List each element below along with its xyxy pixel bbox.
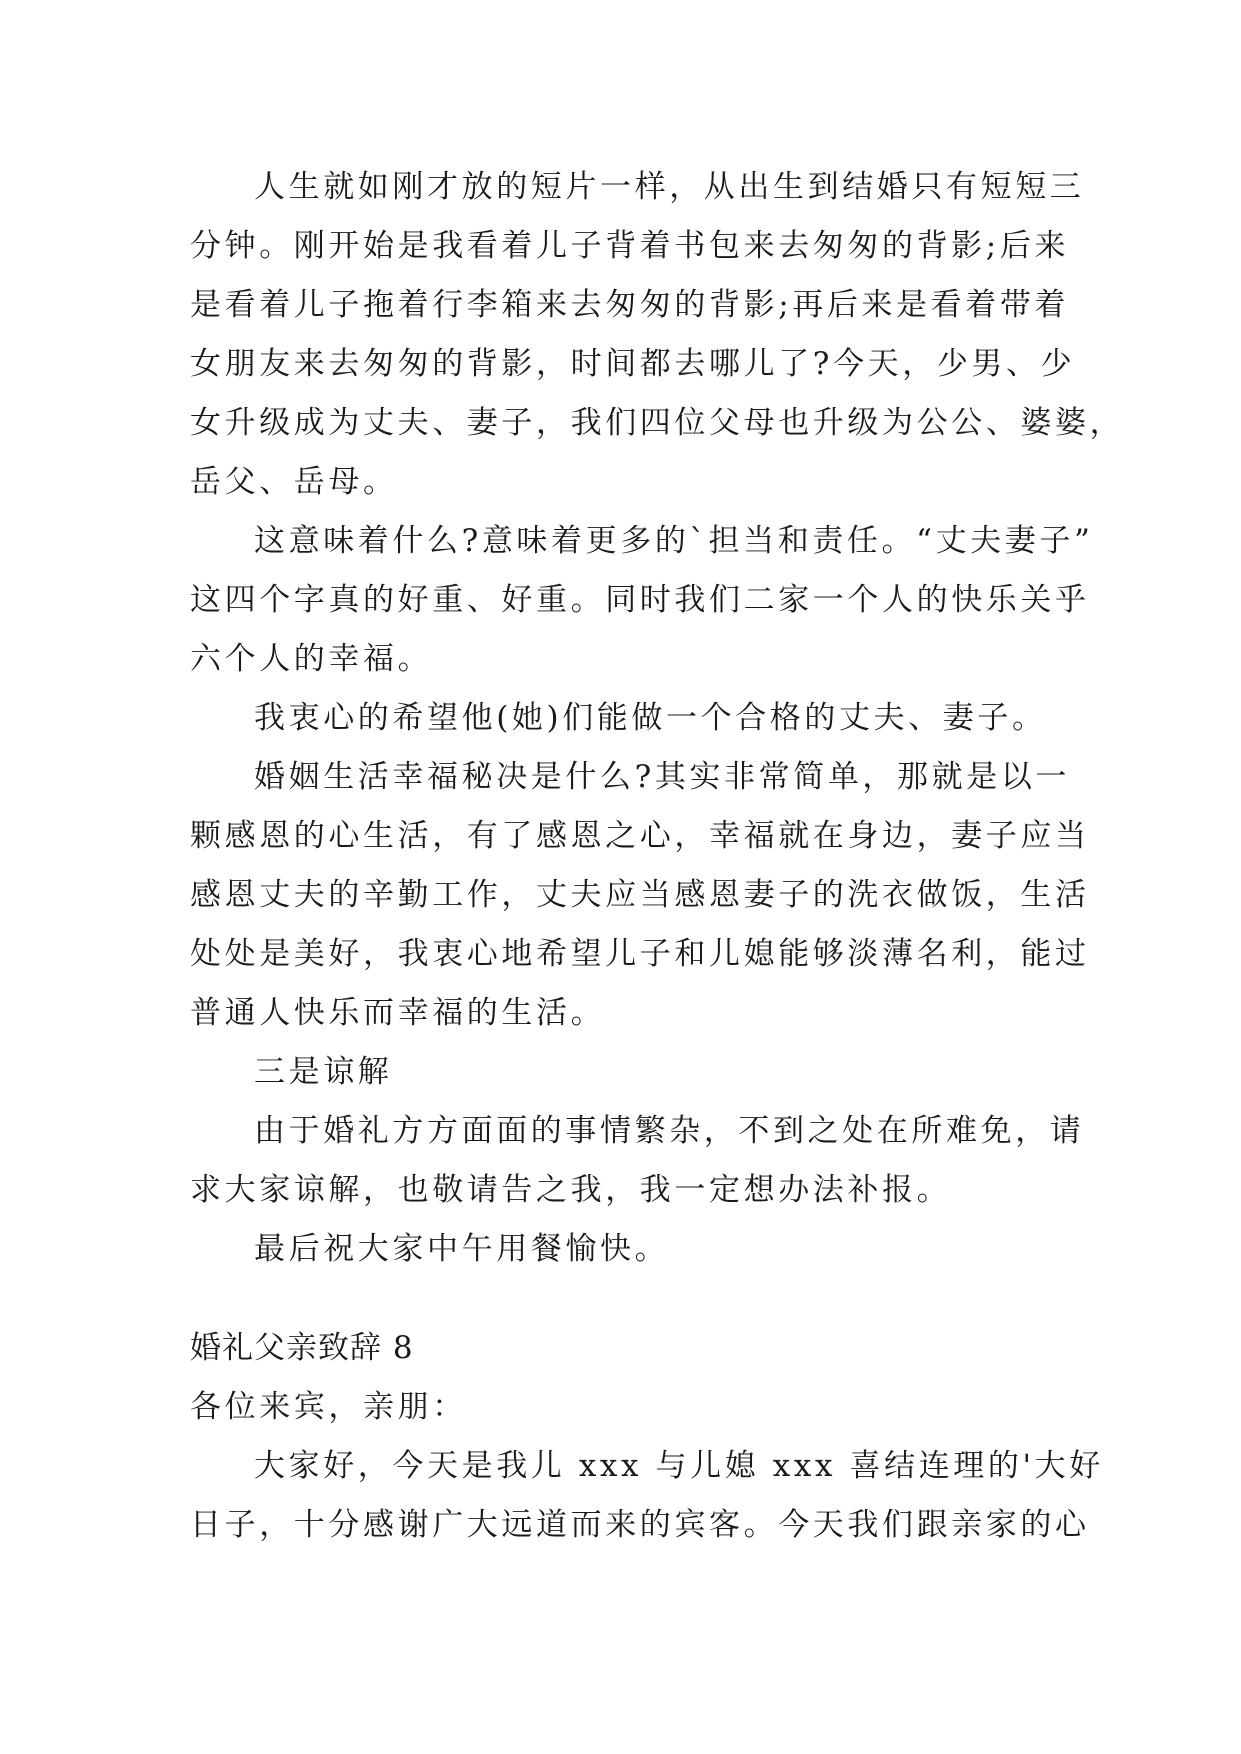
paragraph [190,158,1125,512]
text-line: 颗感恩的心生活，有了感恩之心，幸福就在身边，妻子应当 [190,818,1090,854]
text-line: 最后祝大家中午用餐愉快。 [254,1231,670,1267]
text-line: 分钟。刚开始是我看着儿子背着书包来去匆匆的背影;后来 [190,228,1070,264]
text-line: 日子，十分感谢广大远道而来的宾客。今天我们跟亲家的心 [190,1507,1090,1543]
text-line: 女朋友来去匆匆的背影，时间都去哪儿了?今天，少男、少 [190,346,1076,382]
section-spacer [190,1279,1060,1319]
text-line: 大家好，今天是我儿 xxx 与儿媳 xxx 喜结连理的'大好 [254,1448,1104,1484]
text-line: 是看着儿子拖着行李箱来去匆匆的背影;再后来是看着带着 [190,287,1070,323]
text-line: 婚姻生活幸福秘决是什么?其实非常简单，那就是以一 [254,759,1071,795]
text-line: 六个人的幸福。 [190,641,433,677]
section-title: 婚礼父亲致辞 8 [190,1330,414,1366]
text-line: 我衷心的希望他(她)们能做一个合格的丈夫、妻子。 [254,700,1047,736]
paragraph [190,689,1060,748]
paragraph [190,1043,1060,1102]
salutation: 各位来宾，亲朋： [190,1389,467,1425]
text-line: 求大家谅解，也敬请告之我，我一定想办法补报。 [190,1172,952,1208]
text-line: 由于婚礼方方面面的事情繁杂，不到之处在所难免，请 [254,1113,1085,1149]
text-line: 这四个字真的好重、好重。同时我们二家一个人的快乐关乎 [190,582,1090,618]
text-line: 这意味着什么?意味着更多的`担当和责任。“丈夫妻子” [254,523,1094,559]
paragraph [190,512,1094,689]
text-line: 岳父、岳母。 [190,464,398,500]
text-line: 感恩丈夫的辛勤工作，丈夫应当感恩妻子的洗衣做饭，生活 [190,877,1090,913]
speech-section [190,1319,1104,1555]
text-line: 处处是美好，我衷心地希望儿子和儿媳能够淡薄名利，能过 [190,936,1090,972]
paragraph [190,748,1090,1043]
paragraph [190,1102,1085,1220]
text-line: 三是谅解 [254,1054,393,1090]
text-line: 人生就如刚才放的短片一样，从出生到结婚只有短短三 [254,169,1085,205]
text-line: 女升级成为丈夫、妻子，我们四位父母也升级为公公、婆婆， [190,405,1125,441]
paragraph [190,1220,1060,1279]
text-line: 普通人快乐而幸福的生活。 [190,995,606,1031]
document-page [190,158,1125,1555]
